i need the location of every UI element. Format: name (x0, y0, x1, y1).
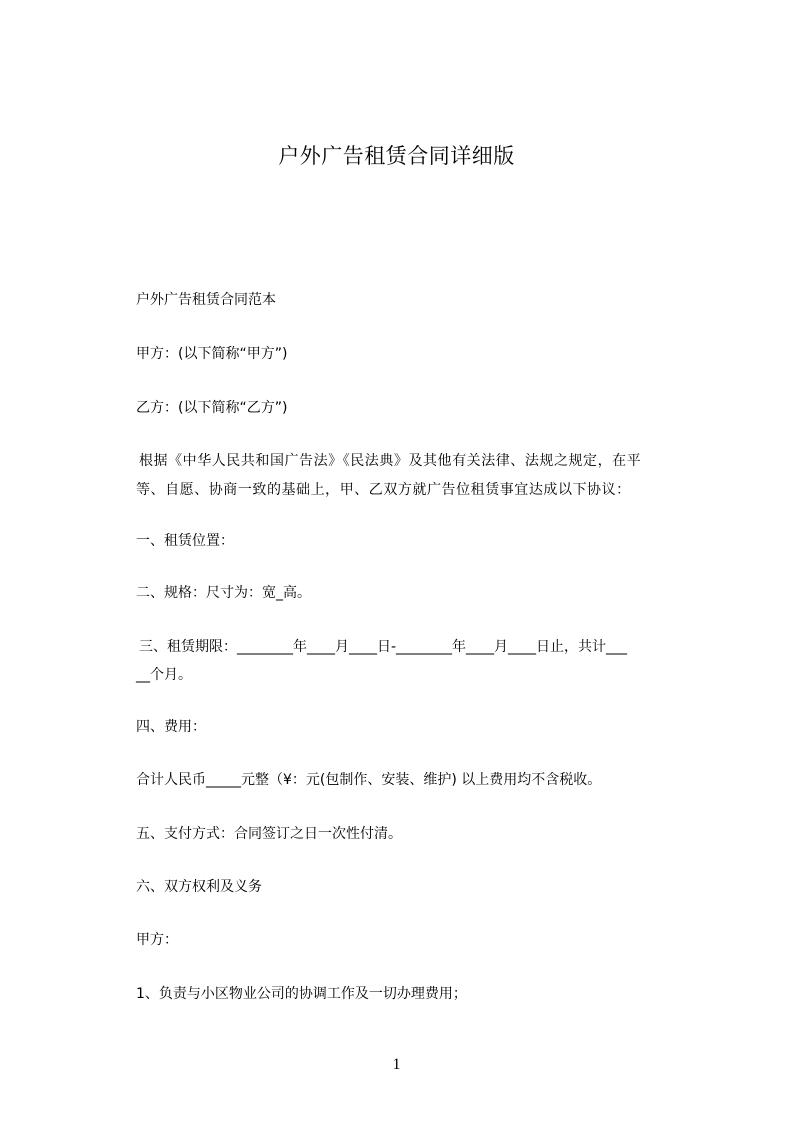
clause-4-fees: 四、费用： (136, 719, 206, 735)
document-title: 户外广告租赁合同详细版 (278, 144, 515, 168)
party-a-line: 甲方：(以下简称“甲方”) (136, 346, 288, 362)
party-a-duties-label: 甲方： (136, 932, 178, 948)
page-number: 1 (392, 1056, 401, 1073)
contract-subtitle: 户外广告租赁合同范本 (136, 292, 276, 308)
party-a-duty-1: 1、负责与小区物业公司的协调工作及一切办理费用； (136, 986, 467, 1002)
clause-1-lease-location: 一、租赁位置： (136, 533, 234, 549)
preamble-line-2: 等、自愿、协商一致的基础上，甲、乙双方就广告位租赁事宜达成以下协议： (136, 482, 631, 498)
clause-6-rights-obligations: 六、双方权利及义务 (136, 879, 262, 895)
clause-4-fee-detail: 合计人民币_____元整（¥：元(包制作、安装、维护) 以上费用均不含税收。 (136, 772, 602, 788)
clause-3-lease-term-line-1: 三、租赁期限：________年____月____日-________年____月____日止，共计___ (139, 639, 628, 655)
clause-2-specification: 二、规格：尺寸为：宽_高。 (136, 585, 311, 601)
clause-5-payment-method: 五、支付方式：合同签订之日一次性付清。 (136, 826, 402, 842)
clause-3-lease-term-line-2: __个月。 (136, 667, 192, 683)
preamble-line-1: 根据《中华人民共和国广告法》《民法典》及其他有关法律、法规之规定，在平 (139, 453, 642, 469)
party-b-line: 乙方：(以下简称“乙方”) (136, 400, 288, 416)
